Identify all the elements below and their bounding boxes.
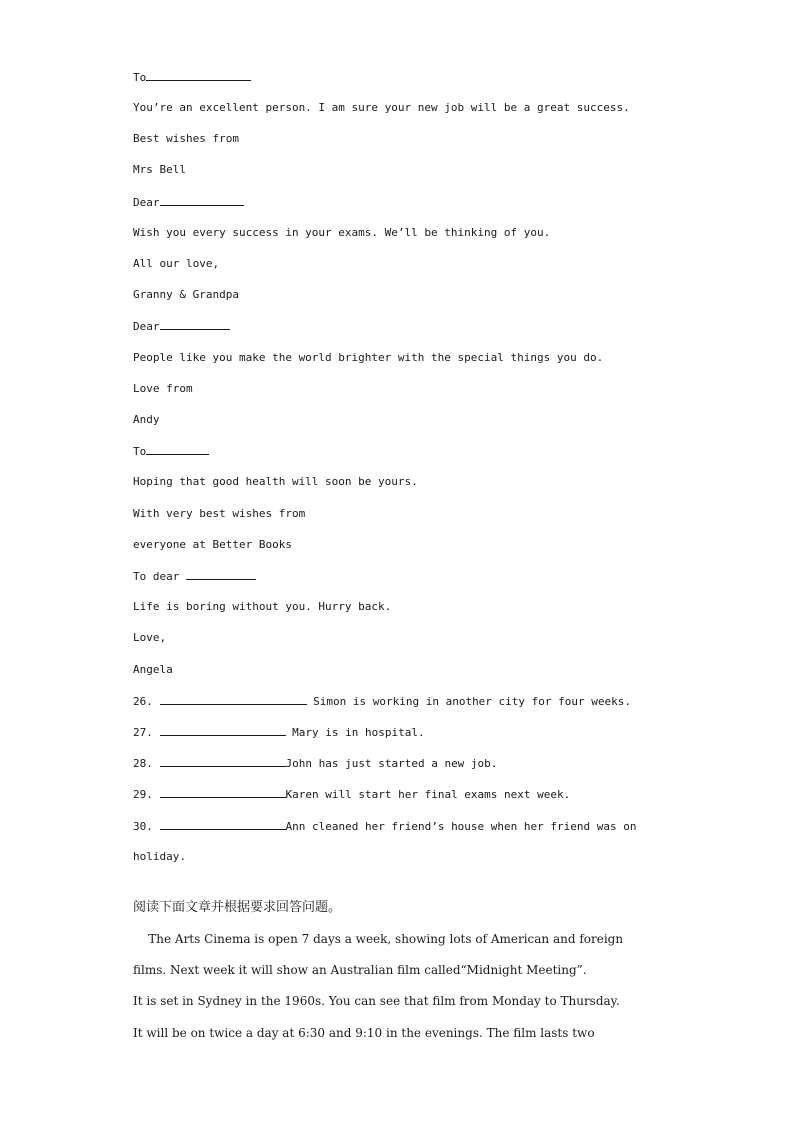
question-text: Ann cleaned her friend’s house when her friend was on xyxy=(285,820,637,833)
card-3-closing: Love from xyxy=(133,382,193,395)
card-5-closing: Love, xyxy=(133,631,167,644)
question-text: Karen will start her final exams next week. xyxy=(285,788,571,801)
answer-blank[interactable] xyxy=(146,70,251,81)
question-26 xyxy=(133,694,631,709)
question-29 xyxy=(133,787,570,802)
card-2-salutation xyxy=(133,195,244,210)
card-5-signature: Angela xyxy=(133,663,173,676)
question-number: 27. xyxy=(133,726,160,739)
answer-blank[interactable] xyxy=(160,756,286,767)
card-3-salutation xyxy=(133,319,230,334)
question-28 xyxy=(133,756,497,771)
reading-line-3: It is set in Sydney in the 1960s. You can see that film from Monday to Thursday. xyxy=(133,994,620,1008)
card-4-closing: With very best wishes from xyxy=(133,507,306,520)
salutation-text: To dear xyxy=(133,570,186,583)
card-3-signature: Andy xyxy=(133,413,160,426)
card-5-message: Life is boring without you. Hurry back. xyxy=(133,600,392,613)
answer-blank[interactable] xyxy=(160,195,244,206)
question-27 xyxy=(133,725,425,740)
card-1-closing: Best wishes from xyxy=(133,132,239,145)
card-1-signature: Mrs Bell xyxy=(133,163,186,176)
salutation-text: To xyxy=(133,71,147,84)
answer-blank[interactable] xyxy=(160,694,307,705)
answer-blank[interactable] xyxy=(160,725,286,736)
question-number: 30. xyxy=(133,820,160,833)
card-1-salutation xyxy=(133,70,251,85)
answer-blank[interactable] xyxy=(186,569,256,580)
answer-blank[interactable] xyxy=(160,319,230,330)
reading-line-1: The Arts Cinema is open 7 days a week, showing lots of American and foreign xyxy=(133,932,624,946)
answer-blank[interactable] xyxy=(160,787,286,798)
card-5-salutation xyxy=(133,569,256,584)
card-1-message: You’re an excellent person. I am sure your new job will be a great success. xyxy=(133,101,630,114)
answer-blank[interactable] xyxy=(146,444,209,455)
question-30 xyxy=(133,819,637,834)
reading-line-4: It will be on twice a day at 6:30 and 9:10 in the evenings. The film lasts two xyxy=(133,1026,595,1040)
card-2-signature: Granny & Grandpa xyxy=(133,288,239,301)
question-number: 29. xyxy=(133,788,160,801)
reading-instruction: 阅读下面文章并根据要求回答问题。 xyxy=(133,900,342,915)
salutation-text: Dear xyxy=(133,196,160,209)
card-3-message: People like you make the world brighter with the special things you do. xyxy=(133,351,604,364)
salutation-text: To xyxy=(133,445,147,458)
card-2-closing: All our love, xyxy=(133,257,220,270)
question-number: 28. xyxy=(133,757,160,770)
question-text: Mary is in hospital. xyxy=(285,726,425,739)
question-30-continuation: holiday. xyxy=(133,850,186,863)
answer-blank[interactable] xyxy=(160,819,286,830)
salutation-text: Dear xyxy=(133,320,160,333)
card-4-signature: everyone at Better Books xyxy=(133,538,292,551)
card-4-message: Hoping that good health will soon be yours. xyxy=(133,475,418,488)
card-2-message: Wish you every success in your exams. We’ll be thinking of you. xyxy=(133,226,551,239)
card-4-salutation xyxy=(133,444,209,459)
question-text: John has just started a new job. xyxy=(285,757,498,770)
question-text: Simon is working in another city for four weeks. xyxy=(306,695,632,708)
question-number: 26. xyxy=(133,695,160,708)
reading-line-2: films. Next week it will show an Australian film called“Midnight Meeting”. xyxy=(133,963,587,977)
